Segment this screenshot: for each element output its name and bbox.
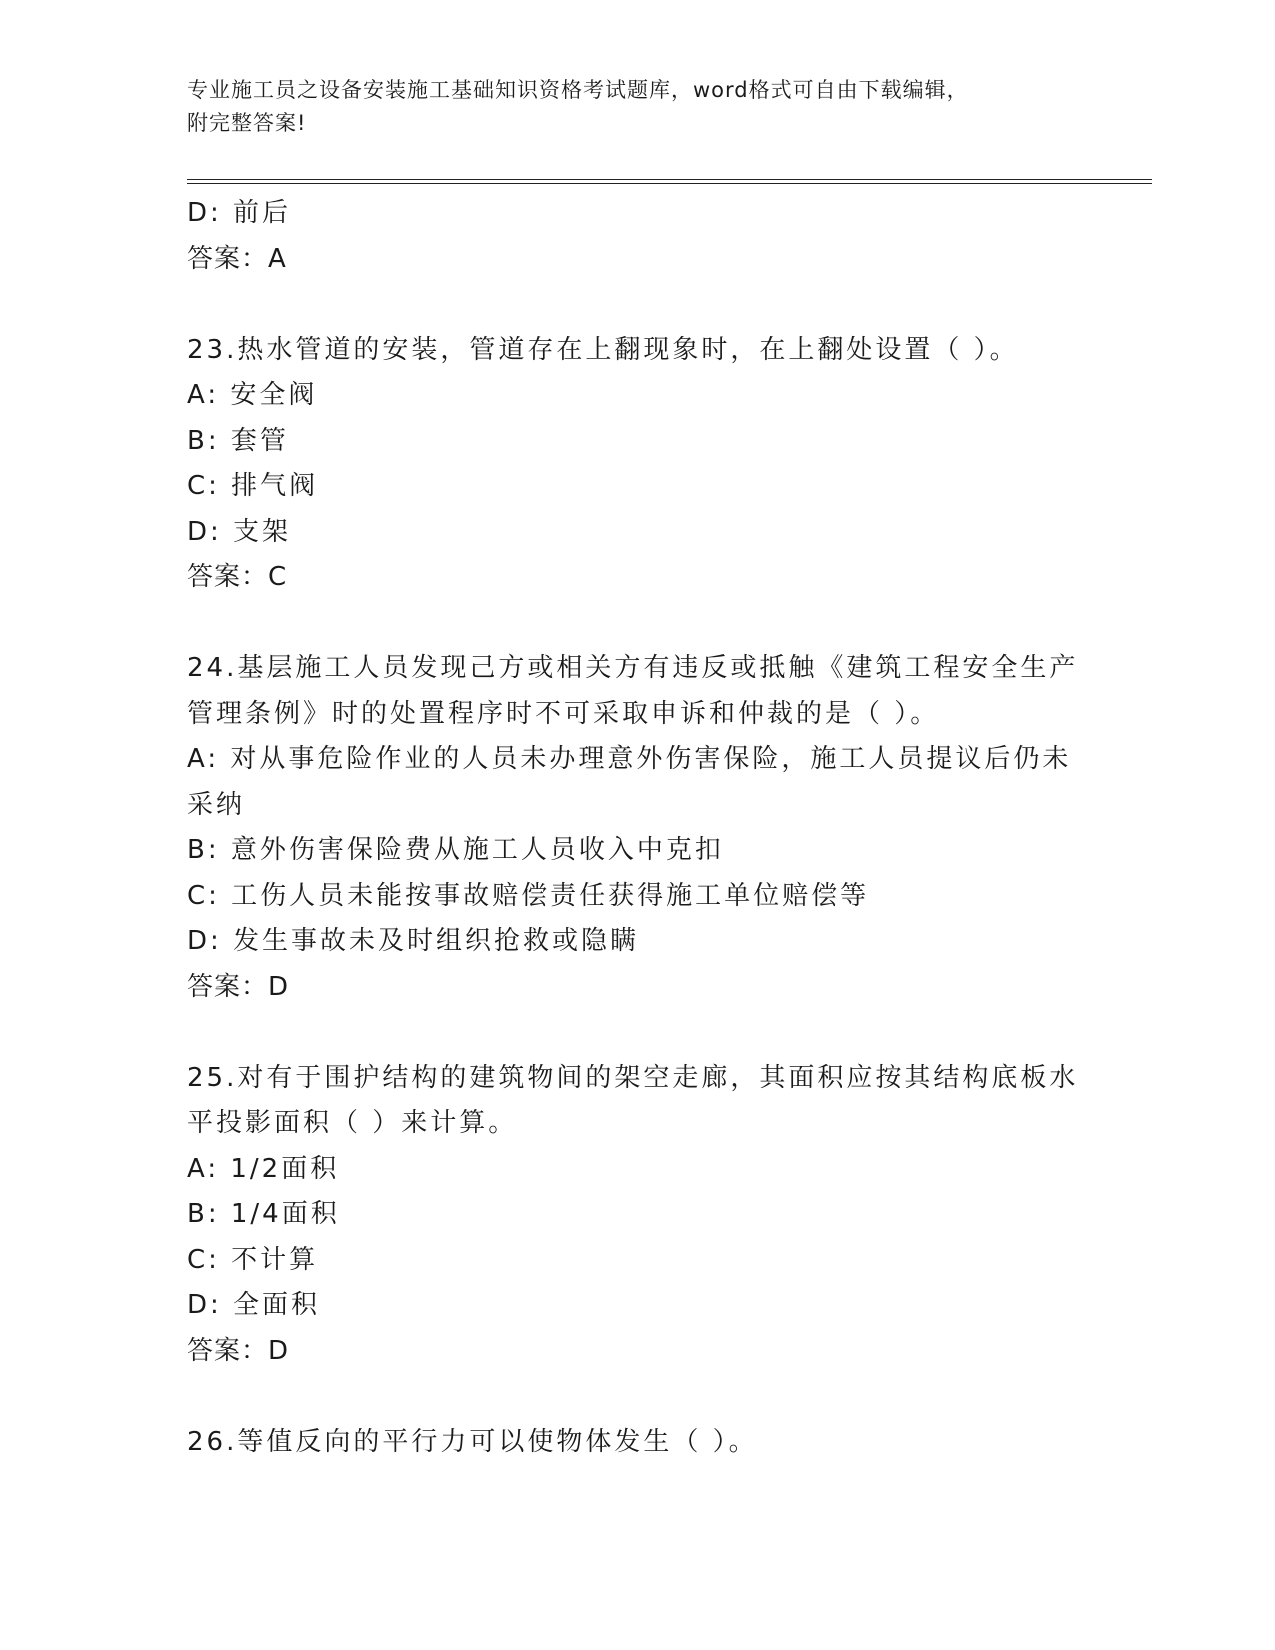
- answer: 答案：D: [187, 971, 290, 1002]
- question-24: [187, 646, 1087, 1010]
- option-d: D: 全面积: [187, 1290, 321, 1320]
- header-rule-top: [187, 179, 1152, 180]
- option-d: D: 发生事故未及时组织抢救或隐瞒: [187, 926, 640, 956]
- option-b: B: 套管: [187, 425, 289, 456]
- option-a: A: 安全阀: [187, 380, 318, 410]
- question-stem: 24.基层施工人员发现己方或相关方有违反或抵触《建筑工程安全生产: [187, 653, 1079, 683]
- spacer: [187, 1010, 1087, 1056]
- spacer: [187, 601, 1087, 647]
- spacer: [187, 282, 1087, 328]
- question-stem: 26.等值反向的平行力可以使物体发生（ ）。: [187, 1426, 758, 1457]
- question-list: [187, 191, 1087, 1465]
- question-stem-continued: 管理条例》时的处置程序时不可采取申诉和仲裁的是（ ）。: [187, 698, 940, 729]
- option-d: D: 支架: [187, 516, 292, 547]
- option-c: C: 工伤人员未能按事故赔偿责任获得施工单位赔偿等: [187, 880, 870, 911]
- option-a: A: 1/2面积: [187, 1153, 340, 1184]
- question-stem: 25.对有于围护结构的建筑物间的架空走廊，其面积应按其结构底板水: [187, 1062, 1079, 1093]
- answer: 答案：C: [187, 562, 288, 592]
- option-b: B: 意外伤害保险费从施工人员收入中克扣: [187, 835, 724, 865]
- question-stem-continued: 平投影面积（ ）来计算。: [187, 1108, 518, 1138]
- question-stem: 23.热水管道的安装，管道存在上翻现象时，在上翻处设置（ ）。: [187, 334, 1019, 365]
- option-c: C: 不计算: [187, 1244, 319, 1275]
- spacer: [187, 1374, 1087, 1420]
- header-line-1: 专业施工员之设备安装施工基础知识资格考试题库，word格式可自由下载编辑，: [187, 78, 969, 102]
- header-line-2: 附完整答案!: [187, 111, 307, 135]
- header-rule-bottom: [187, 183, 1152, 184]
- option-b: B: 1/4面积: [187, 1199, 340, 1229]
- carryover-option-d: D: 前后: [187, 198, 292, 228]
- carryover-answer: 答案：A: [187, 243, 287, 274]
- answer: 答案：D: [187, 1335, 290, 1366]
- question-26: [187, 1420, 1087, 1466]
- option-c: C: 排气阀: [187, 471, 319, 501]
- option-a-continued: 采纳: [187, 789, 246, 820]
- question-25: [187, 1056, 1087, 1375]
- page-header: [187, 74, 1087, 140]
- option-a: A: 对从事危险作业的人员未办理意外伤害保险，施工人员提议后仍未: [187, 744, 1072, 774]
- question-23: [187, 328, 1087, 601]
